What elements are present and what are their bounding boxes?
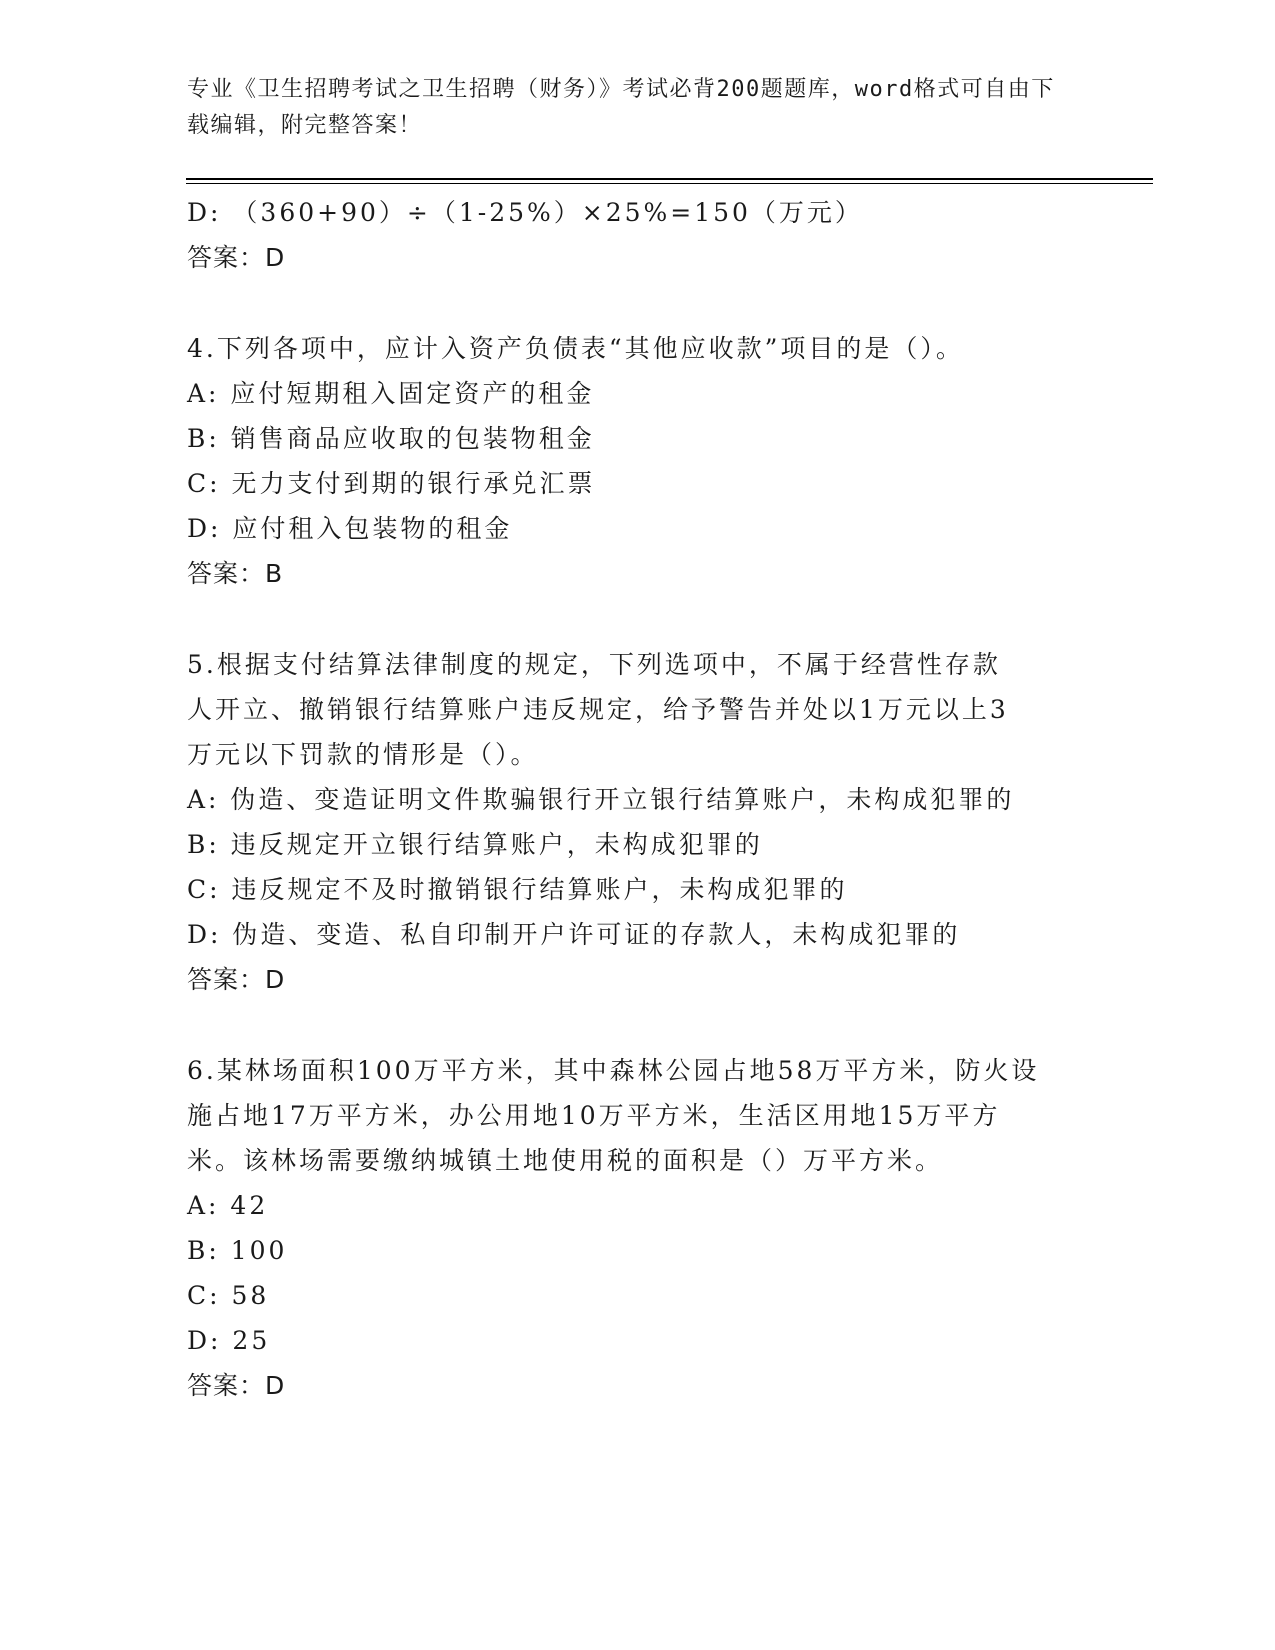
answer: 答案：D bbox=[187, 965, 286, 994]
question-stem: 5.根据支付结算法律制度的规定，下列选项中，不属于经营性存款人开立、撤销银行结算账户违反规定，给予警告并处以1万元以上3万元以下罚款的情形是（）。 bbox=[187, 650, 1009, 769]
option-b: B: 销售商品应收取的包装物租金 bbox=[187, 424, 595, 453]
option-a: A: 应付短期租入固定资产的租金 bbox=[187, 379, 595, 408]
option-c: C: 违反规定不及时撤销银行结算账户，未构成犯罪的 bbox=[187, 875, 848, 904]
option-c: C: 58 bbox=[187, 1281, 270, 1310]
answer: 答案：D bbox=[187, 1371, 286, 1400]
question-stem: 6.某林场面积100万平方米，其中森林公园占地58万平方米，防火设施占地17万平方米，办公用地10万平方米，生活区用地15万平方米。该林场需要缴纳城镇土地使用税的面积是（）万平方米。 bbox=[187, 1056, 1040, 1175]
spacer bbox=[187, 1002, 1087, 1048]
option-b: B: 100 bbox=[187, 1236, 288, 1265]
option-a: A: 伪造、变造证明文件欺骗银行开立银行结算账户，未构成犯罪的 bbox=[187, 785, 1015, 814]
header-divider-thin bbox=[186, 183, 1153, 184]
prev-answer: 答案：D bbox=[187, 243, 286, 272]
question-4 bbox=[187, 326, 1087, 596]
header-divider bbox=[186, 178, 1153, 180]
option-d: D: 应付租入包装物的租金 bbox=[187, 514, 513, 543]
option-c: C: 无力支付到期的银行承兑汇票 bbox=[187, 469, 596, 498]
answer: 答案：B bbox=[187, 559, 284, 588]
document-body bbox=[187, 190, 1087, 1408]
question-6 bbox=[187, 1048, 1087, 1408]
question-5 bbox=[187, 642, 1087, 1002]
option-d: D: 25 bbox=[187, 1326, 271, 1355]
document-header: 专业《卫生招聘考试之卫生招聘（财务）》考试必背200题题库，word格式可自由下载编辑，附完整答案！ bbox=[187, 77, 1055, 138]
prev-option-d: D: （360+90）÷（1-25%）×25%=150（万元） bbox=[187, 198, 863, 227]
question-stem: 4.下列各项中，应计入资产负债表“其他应收款”项目的是（）。 bbox=[187, 334, 964, 363]
option-b: B: 违反规定开立银行结算账户，未构成犯罪的 bbox=[187, 830, 763, 859]
spacer bbox=[187, 280, 1087, 326]
option-d: D: 伪造、变造、私自印制开户许可证的存款人，未构成犯罪的 bbox=[187, 920, 961, 949]
option-a: A: 42 bbox=[187, 1191, 269, 1220]
spacer bbox=[187, 596, 1087, 642]
